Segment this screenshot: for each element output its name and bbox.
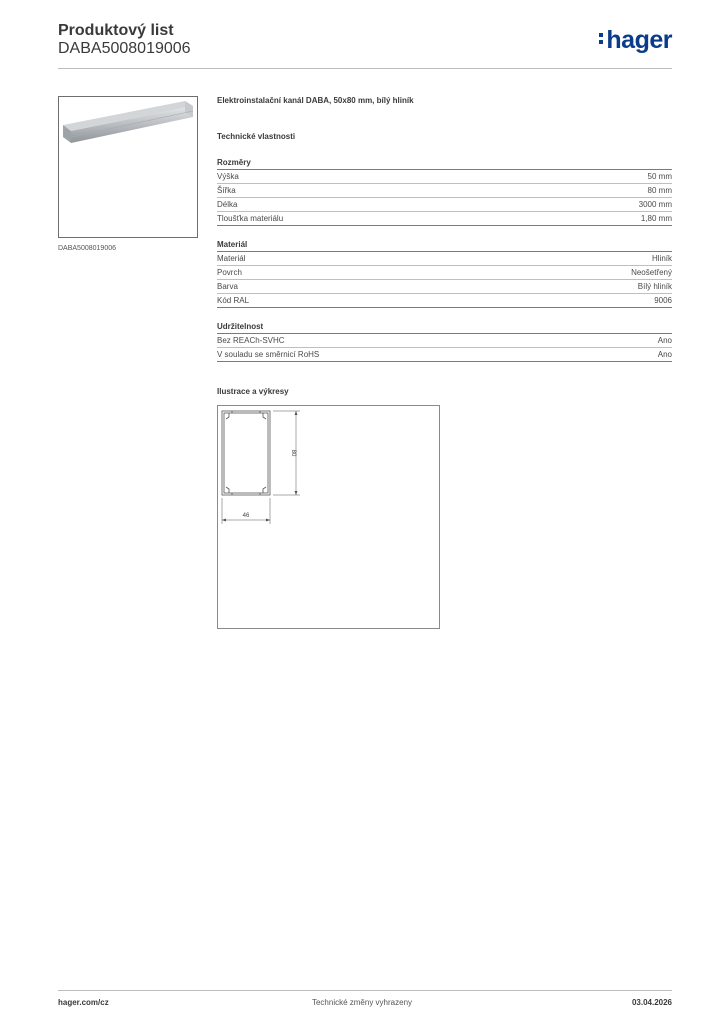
- row-label: Tloušťka materiálu: [217, 214, 284, 223]
- row-label: Povrch: [217, 268, 242, 277]
- table-row: [217, 334, 672, 348]
- row-value: 9006: [654, 296, 672, 305]
- table-row: [217, 212, 672, 226]
- row-value: Hliník: [651, 254, 672, 263]
- section-title: Udržitelnost: [217, 322, 672, 334]
- footer-website: hager.com/cz: [58, 998, 109, 1007]
- row-label: Barva: [217, 282, 238, 291]
- hager-logo: [599, 26, 672, 55]
- table-row: [217, 280, 672, 294]
- row-label: Výška: [217, 172, 239, 181]
- row-label: Šířka: [217, 186, 236, 195]
- product-code: DABA5008019006: [58, 40, 191, 57]
- table-row: [217, 184, 672, 198]
- row-value: Ano: [657, 350, 672, 359]
- section-title: Rozměry: [217, 158, 672, 170]
- row-value: Ano: [657, 336, 672, 345]
- product-description: Elektroinstalační kanál DABA, 50x80 mm, bílý hliník: [217, 96, 414, 105]
- logo-text: hager: [606, 26, 672, 54]
- footer-divider: [58, 990, 672, 991]
- row-value: 1,80 mm: [640, 214, 672, 223]
- row-label: Materiál: [217, 254, 246, 263]
- section-sustainability: [217, 322, 672, 362]
- table-row: [217, 170, 672, 184]
- page-title: Produktový list: [58, 22, 174, 39]
- footer-note: Technické změny vyhrazeny: [311, 998, 413, 1007]
- header-divider: [58, 68, 672, 69]
- logo-colon-icon: [599, 30, 604, 47]
- table-row: [217, 348, 672, 362]
- width-dimension: 46: [242, 513, 250, 519]
- technical-heading: Technické vlastnosti: [217, 132, 296, 141]
- row-value: 50 mm: [647, 172, 672, 181]
- row-value: 3000 mm: [638, 200, 672, 209]
- table-row: [217, 252, 672, 266]
- row-value: Bílý hliník: [637, 282, 672, 291]
- row-label: Bez REACh-SVHC: [217, 336, 285, 345]
- illustrations-heading: Ilustrace a výkresy: [217, 387, 289, 396]
- row-label: V souladu se směrnicí RoHS: [217, 350, 320, 359]
- product-details: [217, 96, 672, 362]
- cable-channel-photo-icon: [59, 97, 197, 237]
- row-value: 80 mm: [647, 186, 672, 195]
- table-row: [217, 294, 672, 308]
- channel-cross-section-icon: [218, 406, 439, 628]
- table-row: [217, 266, 672, 280]
- image-caption: DABA5008019006: [58, 245, 116, 252]
- section-material: [217, 240, 672, 308]
- row-label: Délka: [217, 200, 238, 209]
- table-row: [217, 198, 672, 212]
- product-image: [58, 96, 198, 238]
- height-dimension: 80: [290, 449, 296, 457]
- row-value: Neošetřený: [631, 268, 672, 277]
- row-label: Kód RAL: [217, 296, 250, 305]
- footer-date: 03.04.2026: [631, 998, 672, 1007]
- technical-drawing: [217, 405, 440, 629]
- section-dimensions: [217, 158, 672, 226]
- section-title: Materiál: [217, 240, 672, 252]
